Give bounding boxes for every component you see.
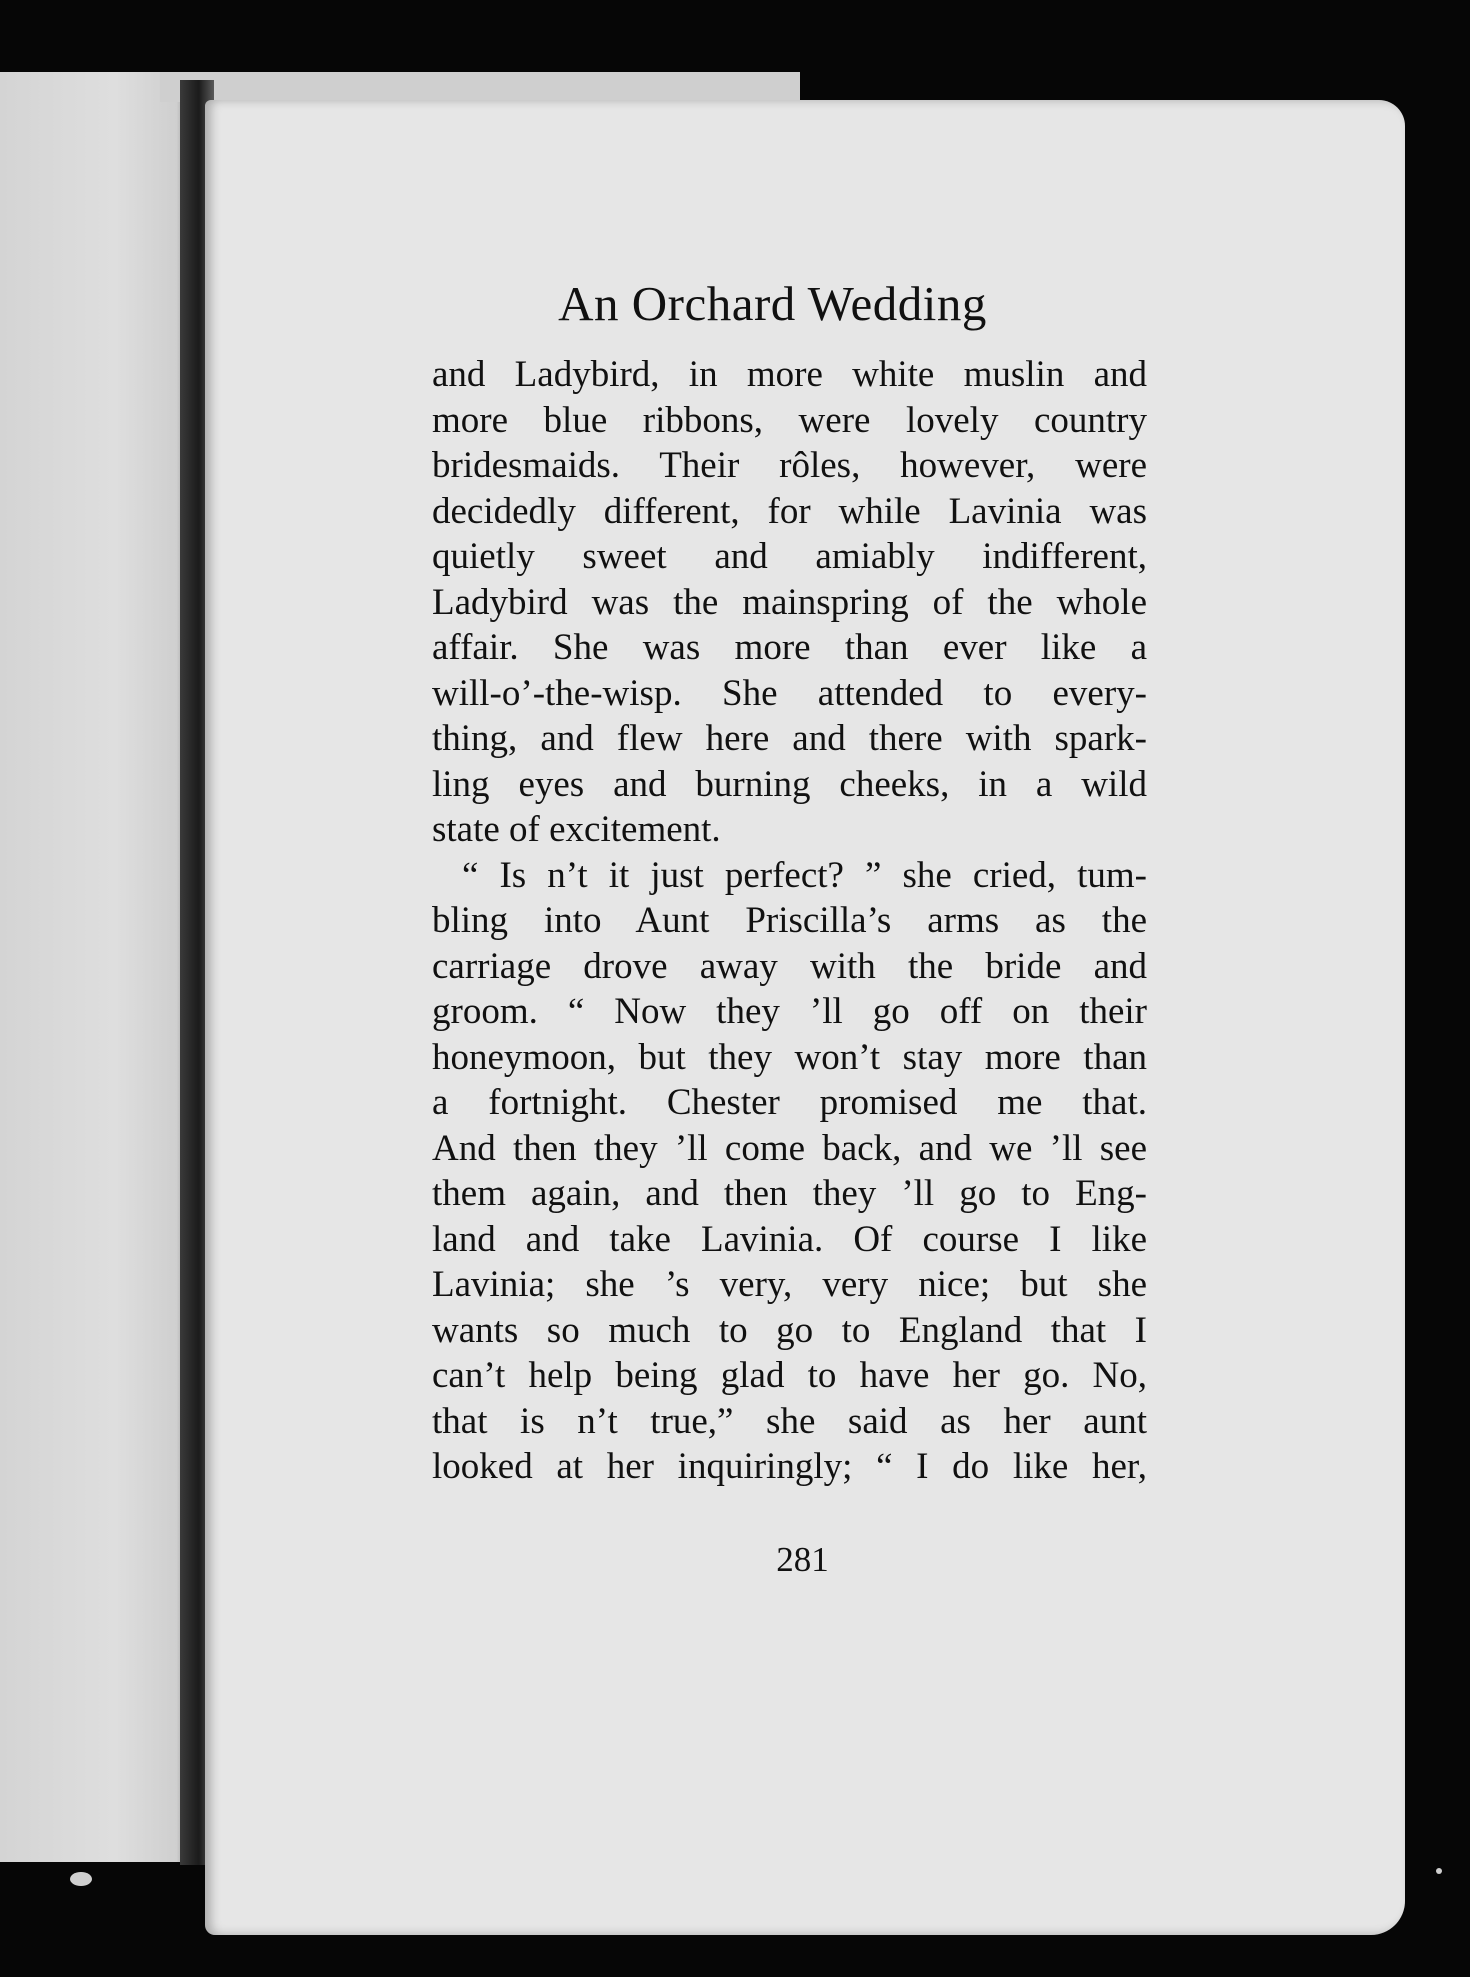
text-line: Lavinia; she ’s very, very nice; but she [432,1264,1147,1305]
running-head: An Orchard Wedding [558,276,987,331]
text-line: carriage drove away with the bride and [432,945,1147,987]
text-line: looked at her inquiringly; “ I do like her, [432,1446,1147,1487]
scan-speck [70,1872,92,1886]
page-number: 281 [776,1540,829,1579]
text-line: “ Is n’t it just perfect? ” she cried, tum- [462,854,1147,896]
text-line: Ladybird was the mainspring of the whole [432,581,1147,623]
text-line: land and take Lavinia. Of course I like [432,1218,1147,1260]
text-line: groom. “ Now they ’ll go off on their [432,991,1147,1032]
text-line: more blue ribbons, were lovely country [432,399,1147,441]
text-line: ling eyes and burning cheeks, in a wild [432,763,1147,805]
text-line: And then they ’ll come back, and we ’ll see [432,1127,1147,1169]
text-line: thing, and flew here and there with spark- [432,718,1147,759]
text-line: quietly sweet and amiably indifferent, [432,536,1147,577]
text-line: bridesmaids. Their rôles, however, were [432,445,1147,486]
text-line: honeymoon, but they won’t stay more than [432,1036,1147,1078]
text-line: a fortnight. Chester promised me that. [432,1082,1147,1123]
text-line: them again, and then they ’ll go to Eng- [432,1173,1147,1214]
book-page [205,100,1405,1935]
scan-speck [1436,1868,1442,1874]
text-line: can’t help being glad to have her go. No, [432,1355,1147,1396]
body-text [432,352,1147,1490]
text-line: affair. She was more than ever like a [432,627,1147,668]
text-line: bling into Aunt Priscilla’s arms as the [432,900,1147,941]
page-top-strip [160,72,800,102]
text-line: that is n’t true,” she said as her aunt [432,1400,1147,1442]
text-line: will-o’-the-wisp. She attended to every- [432,672,1147,714]
text-line: and Ladybird, in more white muslin and [432,354,1147,395]
text-line: state of excitement. [432,809,721,850]
left-page-edge [0,72,192,1862]
text-line: wants so much to go to England that I [432,1309,1147,1351]
text-line: decidedly different, for while Lavinia was [432,490,1147,532]
